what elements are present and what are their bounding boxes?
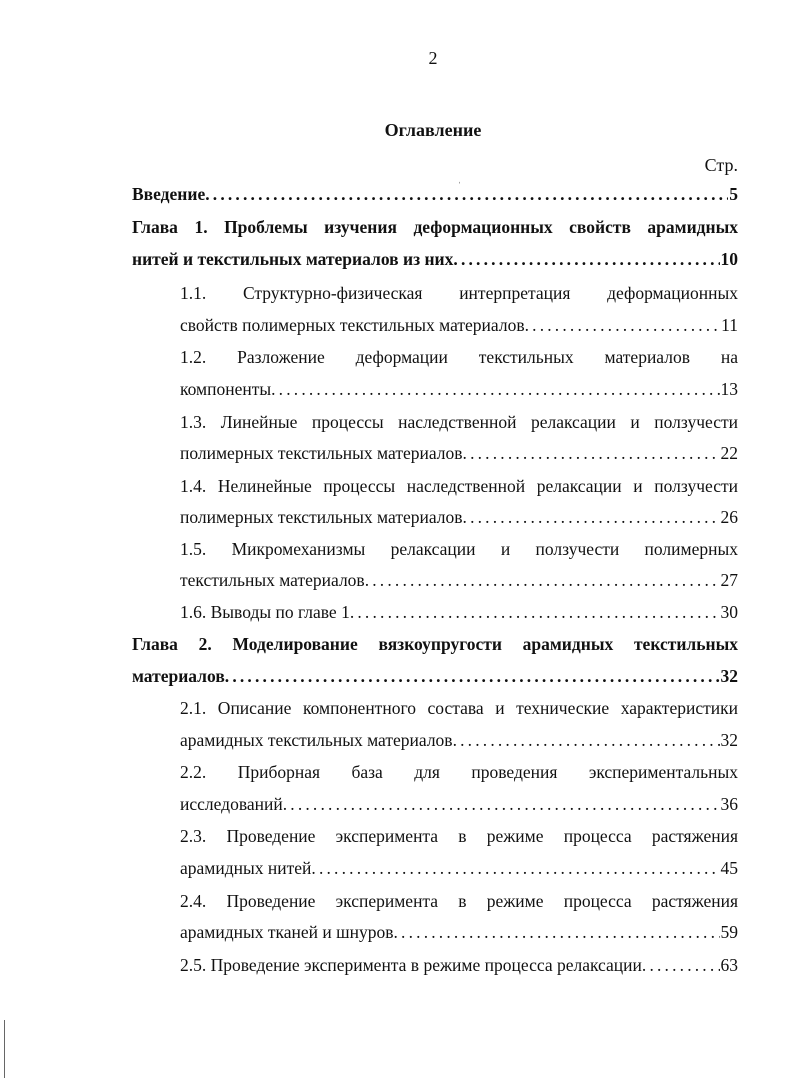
toc-section-2-5	[180, 953, 738, 977]
page-title: Оглавление	[384, 120, 482, 140]
page-number: 2	[428, 48, 438, 68]
toc-entry-page: 5	[729, 184, 738, 204]
leader-dots	[283, 792, 720, 816]
leader-dots	[642, 953, 720, 977]
toc-section-2-4-line1: 2.4. Проведение эксперимента в режиме процесса растяжения	[180, 891, 738, 911]
toc-entry-text: нитей и текстильных материалов из них	[132, 249, 454, 269]
toc-entry-page: 63	[720, 955, 738, 975]
toc-entry-page: 30	[720, 602, 738, 622]
toc-section-2-1-line1: 2.1. Описание компонентного состава и технические характеристики	[180, 698, 738, 718]
leader-dots	[205, 182, 728, 206]
toc-entry-text: компоненты	[180, 379, 272, 399]
leader-dots	[463, 441, 720, 465]
toc-section-2-2-line1: 2.2. Приборная база для проведения экспериментальных	[180, 762, 738, 782]
toc-entry-text: исследований	[180, 794, 283, 814]
toc-entry-text: текстильных материалов	[180, 570, 365, 590]
toc-section-2-3-line1: 2.3. Проведение эксперимента в режиме процесса растяжения	[180, 826, 738, 846]
leader-dots	[365, 568, 720, 592]
toc-entry-page: 11	[721, 315, 738, 335]
toc-entry-text: 2.5. Проведение эксперимента в режиме процесса релаксации	[180, 955, 642, 975]
toc-section-1-5-line1: 1.5. Микромеханизмы релаксации и ползучести полимерных	[180, 539, 738, 559]
leader-dots	[311, 856, 719, 880]
toc-section-2-4-line2	[180, 920, 738, 944]
toc-section-2-1-line2	[180, 728, 738, 752]
toc-entry-text: 1.6. Выводы по главе 1	[180, 602, 350, 622]
toc-chapter-1-line2	[132, 247, 738, 271]
leader-dots	[463, 505, 720, 529]
toc-section-1-1-line1: 1.1. Структурно-физическая интерпретация деформационных	[180, 283, 738, 303]
toc-entry-page: 13	[720, 379, 738, 399]
toc-entry-page: 59	[720, 922, 738, 942]
toc-entry-text: материалов	[132, 666, 225, 686]
toc-section-1-2-line1: 1.2. Разложение деформации текстильных материалов на	[180, 347, 738, 367]
toc-section-1-3-line1: 1.3. Линейные процессы наследственной релаксации и ползучести	[180, 412, 738, 432]
toc-entry-text: арамидных нитей	[180, 858, 312, 878]
toc-entry-text: полимерных текстильных материалов	[180, 507, 463, 527]
toc-entry-text: свойств полимерных текстильных материалов	[180, 315, 525, 335]
toc-entry-page: 32	[720, 666, 738, 686]
toc-entry-page: 22	[720, 443, 738, 463]
page-column-header: Стр.	[704, 155, 738, 175]
toc-section-1-3-line2	[180, 441, 738, 465]
toc-entry-text: Введение	[132, 184, 206, 204]
toc-section-2-3-line2	[180, 856, 738, 880]
toc-section-2-2-line2	[180, 792, 738, 816]
toc-section-1-4-line2	[180, 505, 738, 529]
toc-entry-intro	[132, 182, 738, 206]
toc-section-1-1-line2	[180, 313, 738, 337]
toc-entry-page: 27	[720, 570, 738, 590]
toc-chapter-2-line1: Глава 2. Моделирование вязкоупругости арамидных текстильных	[132, 634, 738, 654]
scan-edge-mark	[4, 1020, 7, 1078]
toc-chapter-1-line1: Глава 1. Проблемы изучения деформационных свойств арамидных	[132, 217, 738, 237]
toc-entry-text: арамидных текстильных материалов	[180, 730, 453, 750]
toc-entry-page: 32	[720, 730, 738, 750]
leader-dots	[225, 664, 720, 688]
toc-section-1-4-line1: 1.4. Нелинейные процессы наследственной релаксации и ползучести	[180, 476, 738, 496]
toc-section-1-2-line2	[180, 377, 738, 401]
toc-section-1-5-line2	[180, 568, 738, 592]
leader-dots	[453, 247, 719, 271]
toc-chapter-2-line2	[132, 664, 738, 688]
leader-dots	[350, 600, 720, 624]
leader-dots	[271, 377, 719, 401]
toc-entry-page: 26	[720, 507, 738, 527]
toc-section-1-6	[180, 600, 738, 624]
leader-dots	[453, 728, 720, 752]
toc-entry-page: 36	[720, 794, 738, 814]
toc-entry-text: полимерных текстильных материалов	[180, 443, 463, 463]
toc-entry-page: 10	[720, 249, 738, 269]
scan-speck: ˌ	[458, 173, 462, 184]
leader-dots	[525, 313, 721, 337]
toc-entry-page: 45	[720, 858, 738, 878]
leader-dots	[394, 920, 720, 944]
toc-entry-text: арамидных тканей и шнуров	[180, 922, 394, 942]
